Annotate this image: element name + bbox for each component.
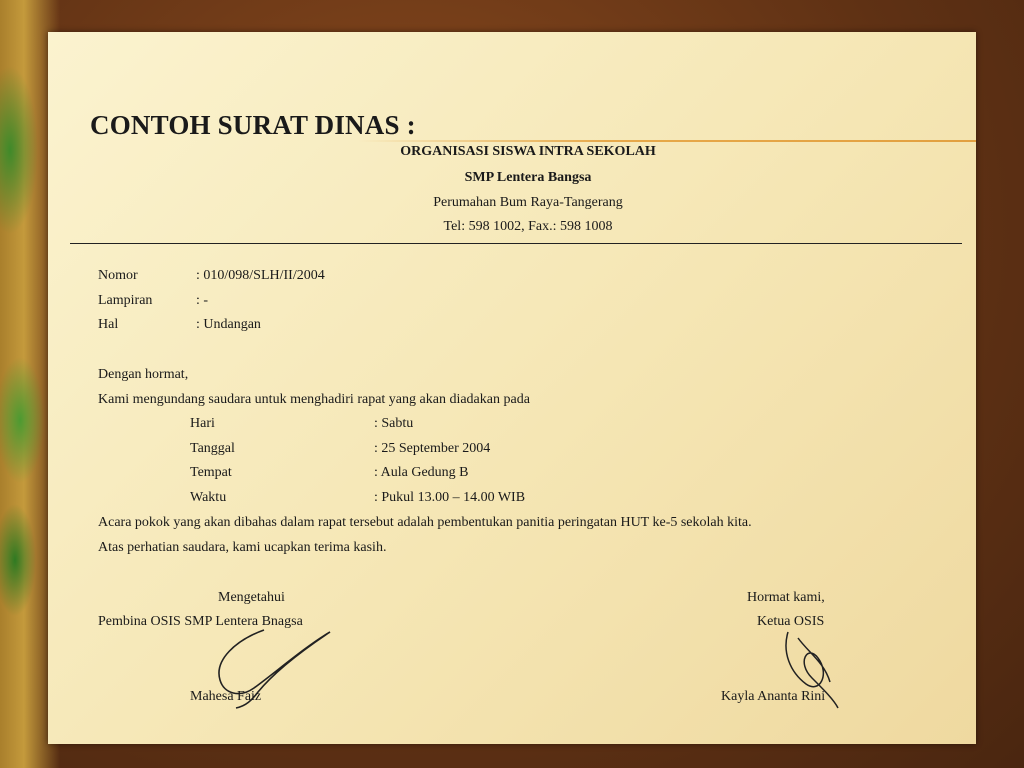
- letterhead-address: Perumahan Bum Raya-Tangerang: [433, 195, 623, 210]
- left-signer-name: Mahesa Faiz: [190, 689, 262, 704]
- nomor-value: : 010/098/SLH/II/2004: [196, 268, 325, 283]
- letterhead-org: ORGANISASI SISWA INTRA SEKOLAH: [400, 144, 656, 159]
- hal-label: Hal: [98, 317, 119, 332]
- lampiran-label: Lampiran: [98, 293, 153, 308]
- right-signer-position: Ketua OSIS: [757, 614, 825, 629]
- slide-paper: [48, 32, 976, 744]
- detail-value-tempat: : Aula Gedung B: [374, 465, 469, 480]
- detail-value-tanggal: : 25 September 2004: [374, 441, 491, 456]
- agenda-text: Acara pokok yang akan dibahas dalam rapat tersebut adalah pembentukan panitia peringatan HUT ke-5 sekolah kita.: [98, 515, 752, 530]
- title-accent-line: [358, 140, 976, 142]
- letterhead-school: SMP Lentera Bangsa: [464, 170, 592, 185]
- left-signer-position: Pembina OSIS SMP Lentera Bnagsa: [98, 614, 303, 629]
- right-signer-name: Kayla Ananta Rini: [721, 689, 826, 704]
- detail-label-hari: Hari: [190, 416, 215, 431]
- detail-label-waktu: Waktu: [190, 490, 227, 505]
- detail-value-hari: : Sabtu: [374, 416, 414, 431]
- left-signer-title: Mengetahui: [218, 590, 285, 605]
- letterhead-contact: Tel: 598 1002, Fax.: 598 1008: [443, 219, 613, 234]
- greeting: Dengan hormat,: [98, 367, 189, 382]
- right-signer-title: Hormat kami,: [747, 590, 825, 605]
- detail-label-tempat: Tempat: [190, 465, 232, 480]
- detail-label-tanggal: Tanggal: [190, 441, 235, 456]
- closing-text: Atas perhatian saudara, kami ucapkan terima kasih.: [98, 540, 387, 555]
- hal-value: : Undangan: [196, 317, 261, 332]
- intro-text: Kami mengundang saudara untuk menghadiri rapat yang akan diadakan pada: [98, 392, 530, 407]
- nomor-label: Nomor: [98, 268, 138, 283]
- slide-title: CONTOH SURAT DINAS :: [90, 110, 416, 140]
- lampiran-value: : -: [196, 293, 209, 308]
- detail-value-waktu: : Pukul 13.00 – 14.00 WIB: [374, 490, 526, 505]
- letterhead-divider: [70, 243, 962, 244]
